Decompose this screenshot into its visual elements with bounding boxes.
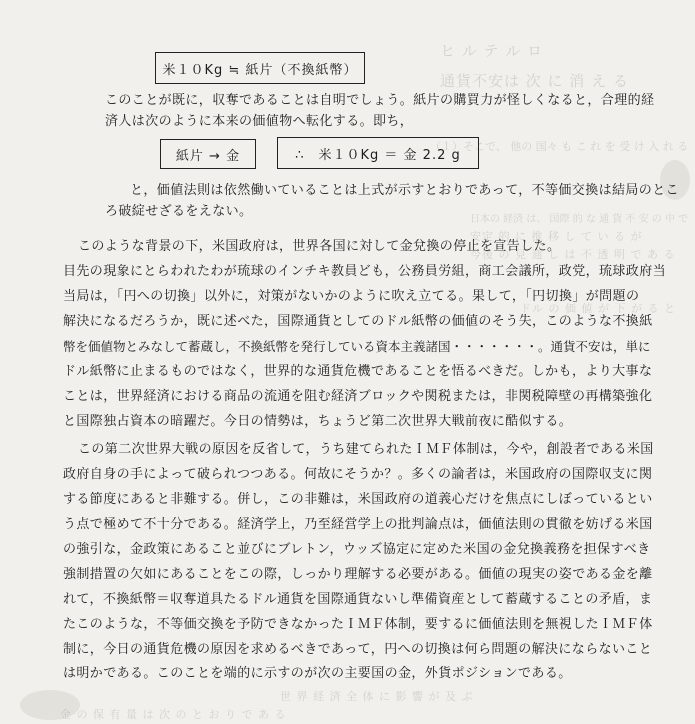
body-text-line: ろ破綻せざるをえない。 <box>105 204 253 219</box>
bleed-through-text: 金 の 保 有 量 は 次 の と お り で あ る <box>60 708 287 721</box>
body-text-line: この第二次世界大戦の原因を反省して，うち建てられたＩＭＦ体制は，今や，創設者である米国 <box>78 442 654 457</box>
body-text-line: このような背景の下，米国政府は，世界各国に対して金兌換の停止を宣告した。 <box>78 239 561 254</box>
body-text-line: 目先の現象にとらわれたわが琉球のインチキ教員ども，公務員労組，商工会議所，政党，琉球政府当 <box>63 264 667 279</box>
body-text-line: 済人は次のように本来の価値物へ転化する。即ち， <box>105 114 414 129</box>
body-text-line: と国際独占資本の暗躍だ。今日の情勢は，ちょうど第二次世界大戦前夜に酷似する。 <box>63 414 573 429</box>
bleed-through-text: 今後 の 見 通 し は 不 透 明 で あ る <box>470 248 676 261</box>
bleed-through-text: ドル の 価 値 が 下 が る と <box>520 302 676 315</box>
body-text-line: 強制措置の欠如にあることをこの際，しっかり理解する必要がある。価値の現実の姿である金を離 <box>63 567 653 582</box>
body-text-line: う点で極めて不十分である。経済学上，乃至経営学上の批判論点は，価値法則の貫徹を妨げる米国 <box>63 517 653 532</box>
bleed-through-text: 安定 的 に 推 移 し て い る が <box>470 230 643 243</box>
formula-box-rice-equals-gold: ∴ 米１０Kg ＝ 金 2.2 g <box>277 137 479 169</box>
body-text-line: れて，不換紙幣＝収奪道具たるドル通貨を国際通貨ないし準備資産として蓄蔵することの矛盾，ま <box>63 592 653 607</box>
paper-smudge <box>20 690 80 720</box>
body-text-line: ことは，世界経済における商品の流通を阻む経済ブロックや関税または，非関税障壁の再構築強化 <box>63 389 653 404</box>
bleed-through-text: （１）そこで、 他の 国々 も こ れ を 受 け 入 れ る <box>430 140 689 153</box>
body-text-line: と，価値法則は依然働いていることは上式が示すとおりであって，不等価交換は結局のとこ <box>130 183 680 198</box>
body-text-line: このことが既に，収奪であることは自明でしょう。紙片の購買力が怪しくなると，合理的経 <box>105 93 655 108</box>
body-text-line: たこのような，不等価交換を予防できなかったＩＭＦ体制，要するに価値法則を無視したＩＭＦ体 <box>63 617 653 632</box>
body-text-line: ドル紙幣に止まるものではなく，世界的な通貨危機であることを悟るべきだ。しかも，より大事な <box>63 364 653 379</box>
bleed-through-text: ヒ ル テ ル ロ <box>440 42 544 60</box>
body-text-line: は明かである。このことを端的に示すのが次の主要国の金，外貨ポジションである。 <box>63 666 572 681</box>
body-text-line: 政府自身の手によって破られつつある。何故にそうか？。多くの論者は，米国政府の国際収支に関 <box>63 467 653 482</box>
formula-box-paper-to-gold: 紙片 → 金 <box>160 139 256 169</box>
body-text-line: の強引な，金政策にあること並びにブレトン，ウッズ協定に定めた米国の金兌換義務を担保すべき <box>63 542 651 557</box>
body-text-line: 幣を価値物とみなして蓄蔵し，不換紙幣を発行している資本主義諸国・・・・・・・。通貨不安は，単に <box>63 339 651 354</box>
bleed-through-text: 日本の 経済 は、 国際 的 な 通 貨 不 安 の 中 で <box>470 214 689 225</box>
body-text-line: 解決になるだろうか，既に述べた，国際通貨としてのドル紙幣の価値のそう失，このような不換紙 <box>63 314 653 329</box>
body-text-line: 制に，今日の通貨危機の原因を求めるべきであって，円への切換は何ら問題の解決にならないこと <box>63 642 653 657</box>
bleed-through-text: 世 界 経 済 全 体 に 影 響 が 及 ぶ <box>280 690 474 703</box>
body-text-line: 当局は，「円への切換」以外に，対策がないかのように吹え立てる。果して，「円切換」が問題の <box>63 289 640 304</box>
formula-box-rice-equals-paper: 米１０Kg ≒ 紙片（不換紙幣） <box>155 52 365 84</box>
body-text-line: する節度にあると非難する。併し，この非難は，米国政府の道義心だけを焦点にしぼっているとい <box>63 492 653 507</box>
bleed-through-text: 通貨不安は 次 に 消 え る <box>440 72 629 90</box>
